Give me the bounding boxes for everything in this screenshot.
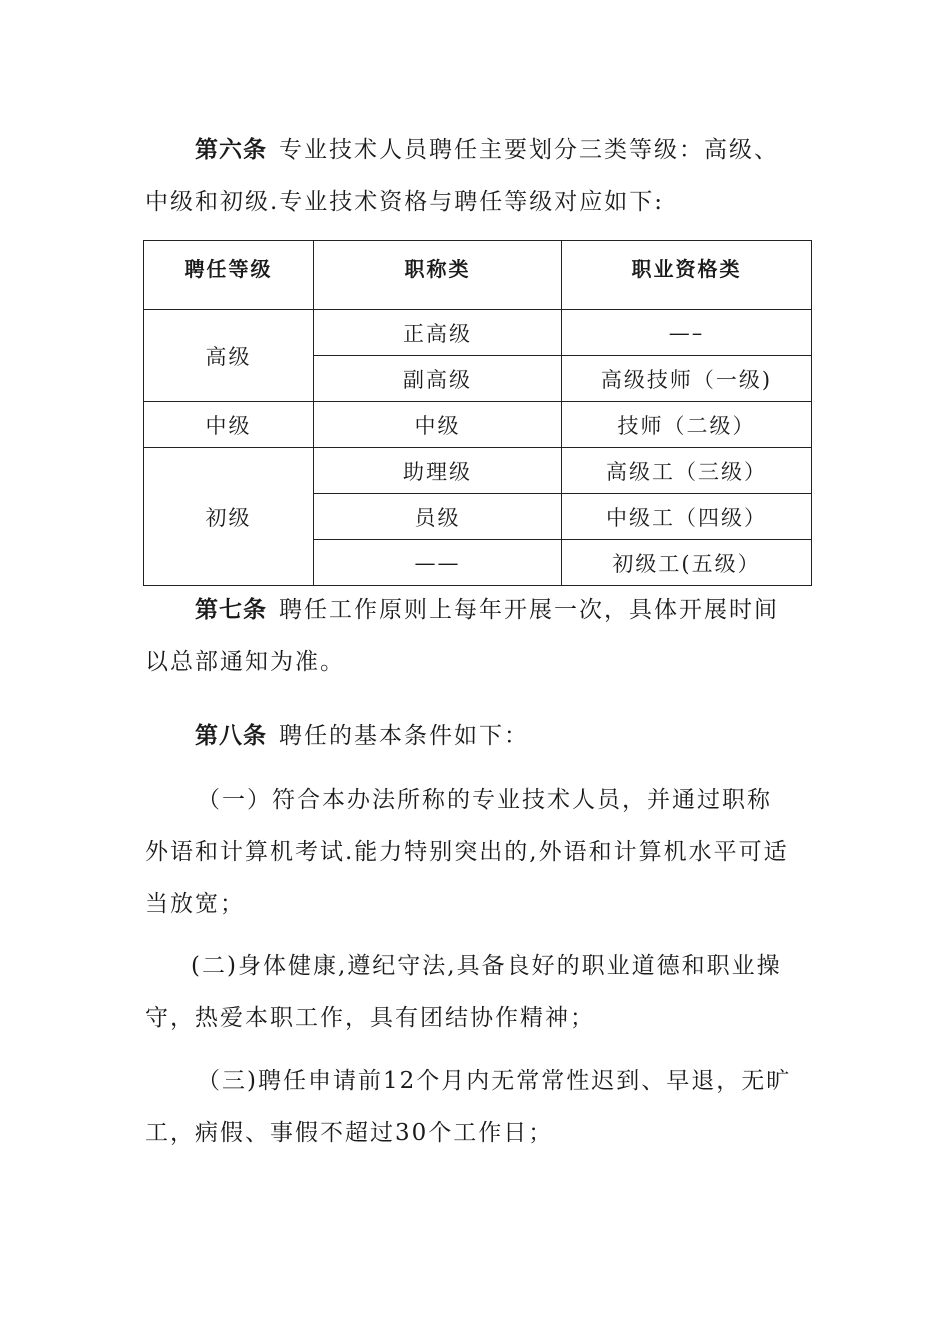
- condition-2-line-2: 守，热爱本职工作，具有团结协作精神；: [145, 1005, 595, 1031]
- condition-2-paragraph: [145, 940, 810, 1044]
- condition-3-line-1: （三)聘任申请前12个月内无常常性迟到、早退，无旷: [197, 1068, 792, 1094]
- header-qualification-class: 职业资格类: [562, 241, 812, 310]
- article-6-text-1: 专业技术人员聘任主要划分三类等级：高级、: [279, 137, 779, 163]
- condition-1-line-3: 当放宽；: [145, 891, 245, 917]
- article-7-heading: 第七条: [195, 597, 267, 623]
- cell-title: 副高级: [314, 356, 562, 402]
- cell-title: 员级: [314, 494, 562, 540]
- condition-1-line-2: 外语和计算机考试.能力特别突出的,外语和计算机水平可适: [145, 839, 789, 865]
- condition-3-paragraph: [145, 1055, 810, 1159]
- group-senior: 高级: [144, 310, 314, 402]
- article-8-heading: 第八条: [195, 723, 267, 749]
- condition-2-line-1: (二)身体健康,遵纪守法,具备良好的职业道德和职业操: [191, 953, 782, 979]
- article-7-text-1: 聘任工作原则上每年开展一次，具体开展时间: [279, 597, 779, 623]
- header-title-class: 职称类: [314, 241, 562, 310]
- article-8-line-1: [145, 710, 810, 762]
- table-header-row: [144, 241, 812, 310]
- table-row: [144, 310, 812, 356]
- article-7-line-1: [145, 584, 810, 636]
- table-row: [144, 448, 812, 494]
- article-8-paragraph: [145, 710, 810, 762]
- cell-qualification: 中级工（四级）: [562, 494, 812, 540]
- article-6-line-1: [145, 124, 810, 176]
- condition-1-paragraph: [145, 774, 810, 930]
- article-8-text: 聘任的基本条件如下：: [279, 723, 529, 749]
- cell-title: ——: [314, 540, 562, 586]
- condition-3-line-2: 工，病假、事假不超过30个工作日；: [145, 1120, 554, 1146]
- header-grade: 聘任等级: [144, 241, 314, 310]
- cell-title: 正高级: [314, 310, 562, 356]
- cell-qualification: 高级工（三级）: [562, 448, 812, 494]
- article-7-line-2: 以总部通知为准。: [145, 649, 345, 675]
- cell-qualification: 初级工(五级）: [562, 540, 812, 586]
- article-7-paragraph: [145, 584, 810, 688]
- cell-qualification: 高级技师（一级): [562, 356, 812, 402]
- group-middle: 中级: [144, 402, 314, 448]
- group-junior: 初级: [144, 448, 314, 586]
- cell-title: 中级: [314, 402, 562, 448]
- cell-title: 助理级: [314, 448, 562, 494]
- cell-qualification: —–: [562, 310, 812, 356]
- condition-1-line-1: （一）符合本办法所称的专业技术人员，并通过职称: [197, 787, 772, 813]
- grade-mapping-table: [143, 240, 812, 586]
- table-row: [144, 402, 812, 448]
- article-6-heading: 第六条: [195, 137, 267, 163]
- cell-qualification: 技师（二级）: [562, 402, 812, 448]
- article-6-paragraph: [145, 124, 810, 228]
- article-6-line-2: 中级和初级.专业技术资格与聘任等级对应如下:: [145, 189, 665, 215]
